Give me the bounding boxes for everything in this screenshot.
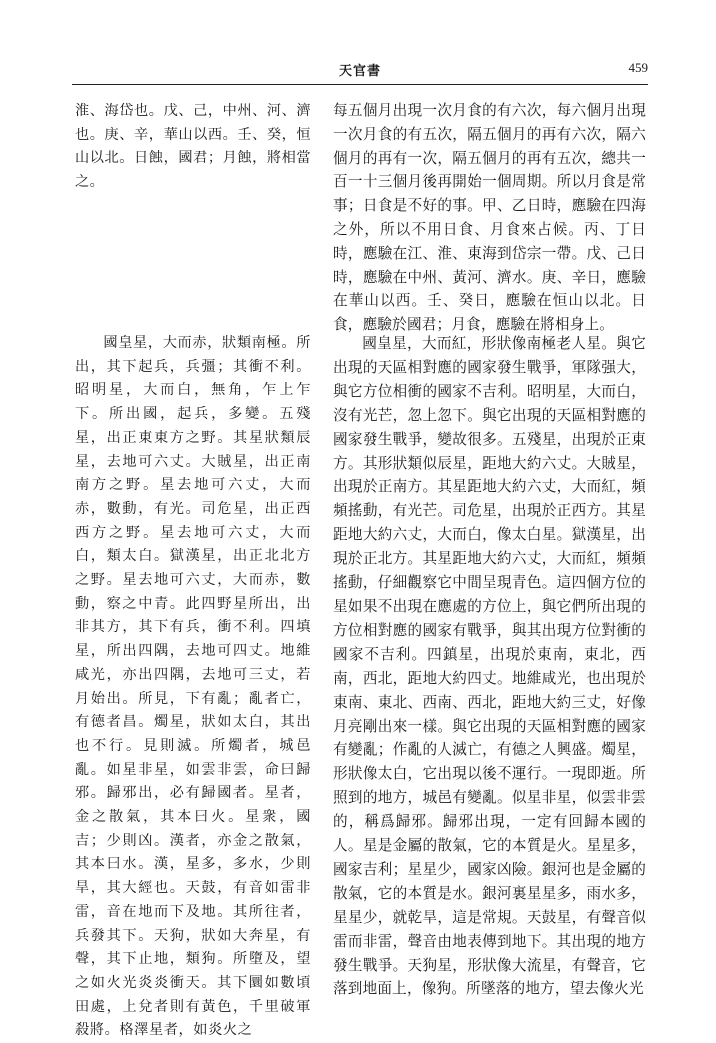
left-column-top (75, 100, 311, 194)
right-column-main (333, 332, 646, 1001)
classical-text-paragraph-2: 國皇星，大而赤，狀類南極。所出，其下起兵，兵彊；其衝不利。昭明星，大而白，無角，乍上乍下。所出國，起兵，多變。五殘星，出正東東方之野。其星狀類辰星，去地可六丈。大賊星，出正南南方之野。星去地可六丈，大而赤，數動，有光。司危星，出正西西方之野。星去地可六丈，大而白，類太白。獄漢星，出正北北方之野。星去地可六丈，大而赤，數動，察之中青。此四野星所出，出非其方，其下有兵，衝不利。四填星，所出四隅，去地可四丈。地維咸光，亦出四隅，去地可三丈，若月始出。所見，下有亂；亂者亡，有德者昌。燭星，狀如太白，其出也不行。見則滅。所燭者，城邑亂。如星非星，如雲非雲，命曰歸邪。歸邪出，必有歸國者。星者，金之散氣，其本曰火。星衆，國吉；少則凶。漢者，亦金之散氣，其本曰水。漢，星多，多水，少則旱，其大經也。天鼓，有音如雷非雷，音在地而下及地。其所往者，兵發其下。天狗，狀如大奔星，有聲，其下止地，類狗。所墮及，望之如火光炎炎衝天。其下圜如數頃田處，上兌者則有黃色，千里破軍殺將。格澤星者，如炎火之 (75, 335, 311, 1039)
page-number: 459 (628, 60, 648, 75)
translation-paragraph-2: 國皇星，大而紅，形狀像南極老人星。與它出現的天區相對應的國家發生戰爭，軍隊强大，與它方位相衝的國家不吉利。昭明星，大而白，沒有光芒，忽上忽下。與它出現的天區相對應的國家發生戰爭，變故很多。五殘星，出現於正東方。其形狀類似辰星，距地大約六丈。大賊星，出現於正南方。其星距地大約六丈，大而紅，頻頻搖動，有光芒。司危星，出現於正西方。其星距地大約六丈，大而白，像太白星。獄漢星，出現於正北方。其星距地大約六丈，大而紅，頻頻搖動，仔細觀察它中間呈現青色。這四個方位的星如果不出現在應處的方位上，與它們所出現的方位相對應的國家有戰爭，與其出現方位對衝的國家不吉利。四鎮星，出現於東南，東北，西南，西北，距地大約四丈。地維咸光，也出現於東南、東北、西南、西北，距地大約三丈，好像月亮剛出來一樣。與它出現的天區相對應的國家有變亂；作亂的人滅亡，有德之人興盛。燭星，形狀像太白，它出現以後不運行。一現即逝。所照到的地方，城邑有變亂。似星非星，似雲非雲的，稱爲歸邪。歸邪出現，一定有回歸本國的人。星是金屬的散氣，它的本質是火。星星多，國家吉利；星星少，國家凶險。銀河也是金屬的散氣，它的本質是水。銀河裏星星多，雨水多，星星少，就乾旱，這是常規。天鼓星，有聲音似雷而非雷，聲音由地表傳到地下。其出現的地方發生戰爭。天狗星，形狀像大流星，有聲音，它落到地面上，像狗。所墜落的地方，望去像火光 (333, 335, 646, 998)
left-column-main (75, 332, 311, 1043)
translation-paragraph-1: 每五個月出現一次月食的有六次，每六個月出現一次月食的有五次，隔五個月的再有六次，隔六個月的再有一次，隔五個月的再有五次，總共一百一十三個月後再開始一個周期。所以月食是常事；日食是不好的事。甲、乙日時，應驗在四海之外，所以不用日食、月食來占候。丙、丁日時，應驗在江、淮、東海到岱宗一帶。戊、己日時，應驗在中州、黃河、濟水。庚、辛日，應驗在華山以西。壬、癸日，應驗在恒山以北。日食，應驗於國君；月食，應驗在將相身上。 (333, 102, 646, 334)
page-header (72, 60, 648, 82)
classical-text-paragraph-1: 淮、海岱也。戊、己，中州、河、濟也。庚、辛，華山以西。壬、癸，恒山以北。日蝕，國君；月蝕，將相當之。 (75, 103, 311, 190)
header-divider (72, 84, 648, 85)
running-head-title: 天官書 (338, 64, 381, 79)
right-column-top (333, 99, 646, 337)
